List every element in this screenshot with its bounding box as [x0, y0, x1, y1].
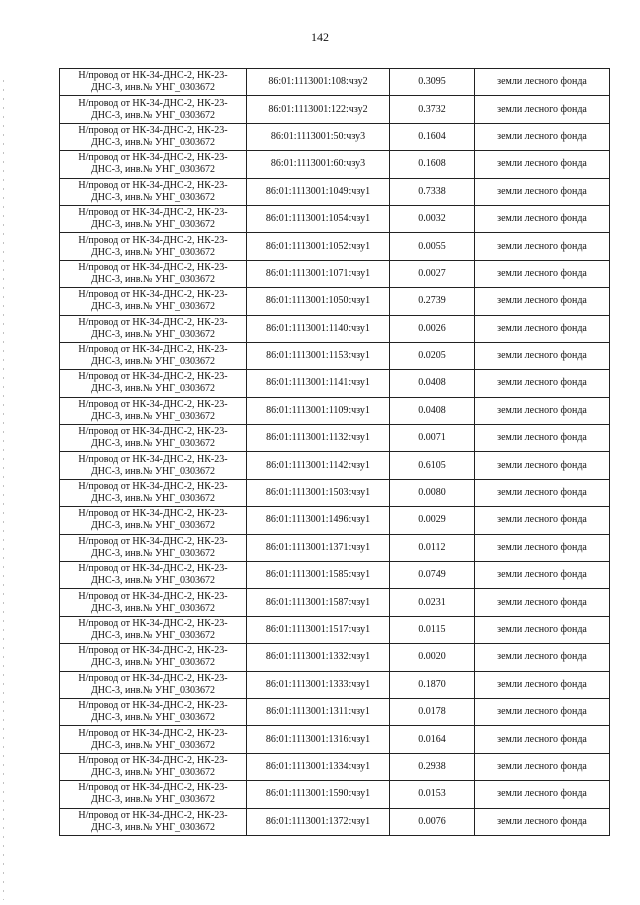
pipeline-name-line1: Н/провод от НК-34-ДНС-2, НК-23- [78, 316, 228, 328]
cadastral-number-cell: 86:01:1113001:1496:чзу1 [247, 507, 390, 534]
land-category-cell: земли лесного фонда [475, 452, 610, 479]
pipeline-name-line2: ДНС-3, инв.№ УНГ_0303672 [90, 766, 216, 778]
pipeline-name-line2: ДНС-3, инв.№ УНГ_0303672 [90, 630, 216, 641]
table-row [60, 452, 610, 479]
pipeline-name-cell [60, 69, 247, 96]
cadastral-number-cell: 86:01:1113001:1109:чзу1 [247, 397, 390, 424]
pipeline-name-line2: ДНС-3, инв.№ УНГ_0303672 [90, 136, 216, 148]
cadastral-number-cell: 86:01:1113001:1371:чзу1 [247, 534, 390, 561]
pipeline-name-cell [60, 342, 247, 369]
area-cell: 0.0020 [390, 644, 475, 671]
table-row [60, 698, 610, 725]
land-category-cell: земли лесного фонда [475, 781, 610, 808]
cadastral-number-cell: 86:01:1113001:1372:чзу1 [247, 808, 390, 835]
table-row [60, 726, 610, 753]
pipeline-name-line2: ДНС-3, инв.№ УНГ_0303672 [90, 109, 216, 121]
area-cell: 0.3095 [390, 69, 475, 96]
pipeline-name-line1: Н/провод от НК-34-ДНС-2, НК-23- [78, 124, 228, 136]
pipeline-name-line1: Н/провод от НК-34-ДНС-2, НК-23- [78, 535, 228, 547]
area-cell: 0.0032 [390, 205, 475, 232]
land-category-cell: земли лесного фонда [475, 315, 610, 342]
pipeline-name-cell [60, 288, 247, 315]
table-row [60, 370, 610, 397]
cadastral-number-cell: 86:01:1113001:1141:чзу1 [247, 370, 390, 397]
pipeline-name-line1: Н/провод от НК-34-ДНС-2, НК-23- [78, 672, 228, 684]
area-cell: 0.0080 [390, 479, 475, 506]
pipeline-name-line1: Н/провод от НК-34-ДНС-2, НК-23- [78, 782, 228, 794]
cadastral-number-cell: 86:01:1113001:1153:чзу1 [247, 342, 390, 369]
pipeline-name-line1: Н/провод от НК-34-ДНС-2, НК-23- [78, 289, 228, 301]
pipeline-name-line2: ДНС-3, инв.№ УНГ_0303672 [90, 383, 216, 395]
table-row [60, 562, 610, 589]
pipeline-name-line2: ДНС-3, инв.№ УНГ_0303672 [90, 82, 216, 94]
pipeline-name-line2: ДНС-3, инв.№ УНГ_0303672 [90, 246, 216, 258]
pipeline-name-cell [60, 644, 247, 671]
pipeline-name-cell [60, 479, 247, 506]
pipeline-name-cell [60, 260, 247, 287]
pipeline-name-line1: Н/провод от НК-34-ДНС-2, НК-23- [78, 234, 228, 246]
pipeline-name-line2: ДНС-3, инв.№ УНГ_0303672 [90, 657, 216, 669]
table-row [60, 397, 610, 424]
land-category-cell: земли лесного фонда [475, 397, 610, 424]
land-category-cell: земли лесного фонда [475, 260, 610, 287]
table-row [60, 507, 610, 534]
land-category-cell: земли лесного фонда [475, 69, 610, 96]
cadastral-number-cell: 86:01:1113001:60:чзу3 [247, 151, 390, 178]
pipeline-name-cell [60, 534, 247, 561]
area-cell: 0.0055 [390, 233, 475, 260]
pipeline-name-cell [60, 726, 247, 753]
pipeline-name-line1: Н/провод от НК-34-ДНС-2, НК-23- [78, 398, 228, 410]
pipeline-name-line2: ДНС-3, инв.№ УНГ_0303672 [90, 821, 216, 833]
pipeline-name-cell [60, 123, 247, 150]
area-cell: 0.0027 [390, 260, 475, 287]
table-row [60, 479, 610, 506]
cadastral-number-cell: 86:01:1113001:50:чзу3 [247, 123, 390, 150]
table-row [60, 123, 610, 150]
pipeline-name-line1: Н/провод от НК-34-ДНС-2, НК-23- [78, 645, 228, 657]
table-row [60, 69, 610, 96]
pipeline-name-line1: Н/провод от НК-34-ДНС-2, НК-23- [78, 809, 228, 821]
area-cell: 0.6105 [390, 452, 475, 479]
pipeline-name-cell [60, 370, 247, 397]
pipeline-name-line2: ДНС-3, инв.№ УНГ_0303672 [90, 328, 216, 340]
pipeline-name-line2: ДНС-3, инв.№ УНГ_0303672 [90, 465, 216, 477]
cadastral-number-cell: 86:01:1113001:1140:чзу1 [247, 315, 390, 342]
area-cell: 0.1870 [390, 671, 475, 698]
pipeline-name-line1: Н/провод от НК-34-ДНС-2, НК-23- [78, 618, 228, 629]
table-row [60, 233, 610, 260]
land-category-cell: земли лесного фонда [475, 671, 610, 698]
area-cell: 0.0408 [390, 370, 475, 397]
pipeline-name-cell [60, 507, 247, 534]
pipeline-name-cell [60, 616, 247, 643]
land-category-cell: земли лесного фонда [475, 205, 610, 232]
table-row [60, 151, 610, 178]
cadastral-number-cell: 86:01:1113001:1316:чзу1 [247, 726, 390, 753]
pipeline-name-line2: ДНС-3, инв.№ УНГ_0303672 [90, 547, 216, 559]
cadastral-number-cell: 86:01:1113001:1334:чзу1 [247, 753, 390, 780]
scan-edge-mark [3, 80, 4, 900]
area-cell: 0.0029 [390, 507, 475, 534]
area-cell: 0.0153 [390, 781, 475, 808]
land-category-cell: земли лесного фонда [475, 479, 610, 506]
table-row [60, 534, 610, 561]
pipeline-name-line1: Н/провод от НК-34-ДНС-2, НК-23- [78, 152, 228, 164]
pipeline-name-line2: ДНС-3, инв.№ УНГ_0303672 [90, 273, 216, 285]
cadastral-number-cell: 86:01:1113001:1332:чзу1 [247, 644, 390, 671]
pipeline-name-line1: Н/провод от НК-34-ДНС-2, НК-23- [78, 727, 228, 739]
pipeline-name-line1: Н/провод от НК-34-ДНС-2, НК-23- [78, 371, 228, 383]
pipeline-name-cell [60, 781, 247, 808]
land-category-cell: земли лесного фонда [475, 808, 610, 835]
area-cell: 0.0112 [390, 534, 475, 561]
cadastral-number-cell: 86:01:1113001:122:чзу2 [247, 96, 390, 123]
pipeline-name-cell [60, 425, 247, 452]
pipeline-name-cell [60, 178, 247, 205]
cadastral-number-cell: 86:01:1113001:1587:чзу1 [247, 589, 390, 616]
land-category-cell: земли лесного фонда [475, 507, 610, 534]
area-cell: 0.7338 [390, 178, 475, 205]
land-category-cell: земли лесного фонда [475, 698, 610, 725]
cadastral-number-cell: 86:01:1113001:108:чзу2 [247, 69, 390, 96]
pipeline-name-cell [60, 452, 247, 479]
pipeline-name-cell [60, 589, 247, 616]
area-cell: 0.1608 [390, 151, 475, 178]
land-category-cell: земли лесного фонда [475, 123, 610, 150]
pipeline-name-line1: Н/провод от НК-34-ДНС-2, НК-23- [78, 563, 228, 575]
pipeline-name-line2: ДНС-3, инв.№ УНГ_0303672 [90, 410, 216, 422]
land-category-cell: земли лесного фонда [475, 178, 610, 205]
land-category-cell: земли лесного фонда [475, 534, 610, 561]
cadastral-number-cell: 86:01:1113001:1585:чзу1 [247, 562, 390, 589]
pipeline-name-line1: Н/провод от НК-34-ДНС-2, НК-23- [78, 344, 228, 356]
land-category-cell: земли лесного фонда [475, 233, 610, 260]
pipeline-name-cell [60, 96, 247, 123]
pipeline-name-cell [60, 205, 247, 232]
cadastral-number-cell: 86:01:1113001:1071:чзу1 [247, 260, 390, 287]
land-category-cell: земли лесного фонда [475, 151, 610, 178]
cadastral-number-cell: 86:01:1113001:1049:чзу1 [247, 178, 390, 205]
land-category-cell: земли лесного фонда [475, 616, 610, 643]
page-number: 142 [311, 30, 329, 44]
cadastral-number-cell: 86:01:1113001:1132:чзу1 [247, 425, 390, 452]
land-category-cell: земли лесного фонда [475, 96, 610, 123]
pipeline-name-line1: Н/провод от НК-34-ДНС-2, НК-23- [78, 754, 228, 766]
area-cell: 0.0071 [390, 425, 475, 452]
area-cell: 0.0076 [390, 808, 475, 835]
table-row [60, 753, 610, 780]
pipeline-name-cell [60, 753, 247, 780]
table-row [60, 260, 610, 287]
pipeline-name-line1: Н/провод от НК-34-ДНС-2, НК-23- [78, 700, 228, 712]
land-category-cell: земли лесного фонда [475, 589, 610, 616]
pipeline-name-line2: ДНС-3, инв.№ УНГ_0303672 [90, 219, 216, 231]
pipeline-name-cell [60, 671, 247, 698]
pipeline-name-line1: Н/провод от НК-34-ДНС-2, НК-23- [78, 453, 228, 465]
area-cell: 0.1604 [390, 123, 475, 150]
pipeline-name-line1: Н/провод от НК-34-ДНС-2, НК-23- [78, 481, 228, 493]
area-cell: 0.0178 [390, 698, 475, 725]
pipeline-name-line1: Н/провод от НК-34-ДНС-2, НК-23- [78, 590, 228, 602]
table-row [60, 616, 610, 643]
land-category-cell: земли лесного фонда [475, 425, 610, 452]
pipeline-name-cell [60, 233, 247, 260]
table-row [60, 178, 610, 205]
pipeline-name-line2: ДНС-3, инв.№ УНГ_0303672 [90, 602, 216, 614]
area-cell: 0.3732 [390, 96, 475, 123]
table-row [60, 589, 610, 616]
pipeline-name-line2: ДНС-3, инв.№ УНГ_0303672 [90, 520, 216, 532]
land-category-cell: земли лесного фонда [475, 753, 610, 780]
land-category-cell: земли лесного фонда [475, 726, 610, 753]
pipeline-name-line1: Н/провод от НК-34-ДНС-2, НК-23- [78, 508, 228, 520]
pipeline-name-line2: ДНС-3, инв.№ УНГ_0303672 [90, 739, 216, 751]
pipeline-name-line1: Н/провод от НК-34-ДНС-2, НК-23- [78, 207, 228, 219]
pipeline-name-line1: Н/провод от НК-34-ДНС-2, НК-23- [78, 70, 228, 82]
area-cell: 0.0205 [390, 342, 475, 369]
table-row [60, 425, 610, 452]
table-row [60, 644, 610, 671]
pipeline-name-line2: ДНС-3, инв.№ УНГ_0303672 [90, 438, 216, 450]
pipeline-name-line1: Н/провод от НК-34-ДНС-2, НК-23- [78, 97, 228, 109]
cadastral-number-cell: 86:01:1113001:1517:чзу1 [247, 616, 390, 643]
pipeline-name-cell [60, 397, 247, 424]
table-row [60, 671, 610, 698]
area-cell: 0.0749 [390, 562, 475, 589]
cadastral-number-cell: 86:01:1113001:1311:чзу1 [247, 698, 390, 725]
pipeline-name-line1: Н/провод от НК-34-ДНС-2, НК-23- [78, 179, 228, 191]
pipeline-name-line2: ДНС-3, инв.№ УНГ_0303672 [90, 191, 216, 203]
land-plot-table [59, 68, 610, 836]
area-cell: 0.0231 [390, 589, 475, 616]
cadastral-number-cell: 86:01:1113001:1590:чзу1 [247, 781, 390, 808]
table-body [60, 69, 610, 836]
area-cell: 0.0408 [390, 397, 475, 424]
table-row [60, 205, 610, 232]
area-cell: 0.0164 [390, 726, 475, 753]
cadastral-number-cell: 86:01:1113001:1052:чзу1 [247, 233, 390, 260]
land-category-cell: земли лесного фонда [475, 342, 610, 369]
pipeline-name-line2: ДНС-3, инв.№ УНГ_0303672 [90, 684, 216, 696]
cadastral-number-cell: 86:01:1113001:1503:чзу1 [247, 479, 390, 506]
area-cell: 0.0026 [390, 315, 475, 342]
pipeline-name-cell [60, 315, 247, 342]
cadastral-number-cell: 86:01:1113001:1333:чзу1 [247, 671, 390, 698]
area-cell: 0.2938 [390, 753, 475, 780]
table-row [60, 96, 610, 123]
pipeline-name-line2: ДНС-3, инв.№ УНГ_0303672 [90, 356, 216, 368]
cadastral-number-cell: 86:01:1113001:1054:чзу1 [247, 205, 390, 232]
cadastral-number-cell: 86:01:1113001:1050:чзу1 [247, 288, 390, 315]
pipeline-name-line2: ДНС-3, инв.№ УНГ_0303672 [90, 301, 216, 313]
table-row [60, 315, 610, 342]
table-row [60, 342, 610, 369]
pipeline-name-line2: ДНС-3, инв.№ УНГ_0303672 [90, 712, 216, 724]
pipeline-name-cell [60, 562, 247, 589]
table-row [60, 781, 610, 808]
pipeline-name-line2: ДНС-3, инв.№ УНГ_0303672 [90, 575, 216, 587]
pipeline-name-cell [60, 698, 247, 725]
table-row [60, 288, 610, 315]
area-cell: 0.0115 [390, 616, 475, 643]
land-category-cell: земли лесного фонда [475, 644, 610, 671]
land-category-cell: земли лесного фонда [475, 370, 610, 397]
pipeline-name-line2: ДНС-3, инв.№ УНГ_0303672 [90, 164, 216, 176]
pipeline-name-cell [60, 808, 247, 835]
pipeline-name-line2: ДНС-3, инв.№ УНГ_0303672 [90, 493, 216, 505]
pipeline-name-line1: Н/провод от НК-34-ДНС-2, НК-23- [78, 261, 228, 273]
pipeline-name-line2: ДНС-3, инв.№ УНГ_0303672 [90, 794, 216, 806]
land-category-cell: земли лесного фонда [475, 562, 610, 589]
pipeline-name-cell [60, 151, 247, 178]
area-cell: 0.2739 [390, 288, 475, 315]
cadastral-number-cell: 86:01:1113001:1142:чзу1 [247, 452, 390, 479]
table-row [60, 808, 610, 835]
pipeline-name-line1: Н/провод от НК-34-ДНС-2, НК-23- [78, 426, 228, 438]
land-category-cell: земли лесного фонда [475, 288, 610, 315]
